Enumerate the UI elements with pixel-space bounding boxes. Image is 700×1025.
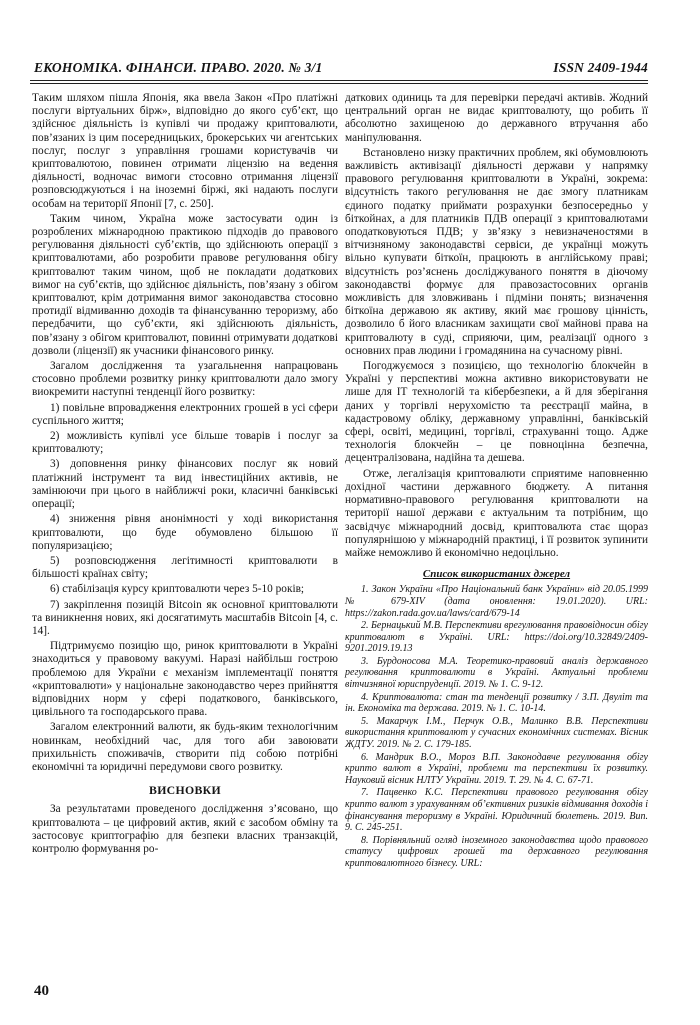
trend-item: 7) закріплення позицій Bitcoin як основної криптовалюти та виникнення нових, які досягатимуть масштабів Bitcoin [4, с. 14]. [32,598,338,637]
right-column [345,92,648,871]
reference-item: 1. Закон України «Про Національний банк України» від 20.05.1999 № 679-XIV (дата оновлення: 19.01.2020). URL: https://zakon.rada.gov.ua/laws/card/679-14 [345,584,648,619]
body-paragraph: Підтримуємо позицію що, ринок криптовалюти в Україні знаходиться у правовому вакуумі. Наразі найбільш гострою проблемою для України є механізм імплементації поняття «криптовалюти» у національне законодавство через прийняття відповідних норм у сфері податкового, банківського, цивільного та господарського права. [32,640,338,719]
reference-item: 4. Криптовалюта: стан та тенденції розвитку / З.П. Двуліт та ін. Економіка та держава. 2019. № 1. С. 10-14. [345,691,648,715]
body-paragraph: Таким шляхом пішла Японія, яка ввела Закон «Про платіжні послуги віртуальних бірж», відповідно до якого суб’єкт, що здійснює діяльність із купівлі чи продажу криптовалюти, пов’язаних із цим посередницьких, брокерських чи агентських послуг, послуг з управління грошами користувачів чи криптовалютою, повинен отримати ліцензію на ведення діяльності, водночас вимоги стосовно отримання ліцензії розповсюджуються і на іноземні біржі, які надають послуги особам на території Японії [7, с. 250]. [32,92,338,210]
reference-item: 2. Бернацький М.В. Перспективи врегулювання правовідносин обігу криптовалют в Україні. URL: https://doi.org/10.32849/2409-9201.2019.19.13 [345,620,648,655]
reference-item: 8. Порівняльний огляд іноземного законодавства щодо правового статусу цифрових грошей та державного регулювання криптовалютного бізнесу. URL: [345,834,648,869]
body-paragraph: даткових одиниць та для перевірки передачі активів. Жодний центральний орган не видає криптовалюту, що робить її абсолютно захищеною до державного втручання або маніпулювання. [345,92,648,144]
body-paragraph: Отже, легалізація криптовалюти сприятиме наповненню дохідної частини державного бюджету. А питання нормативно-правового регулювання криптовалюти на території нашої держави є актуальним та потрібним, що засвідчує міжнародний досвід, криптовалюта стає щораз популярнішою у міжнародній практиці, і її розвиток зупинити майже неможливо й економічно недоцільно. [345,467,648,559]
trend-item: 2) можливість купівлі усе більше товарів і послуг за криптовалюту; [32,430,338,456]
trend-item: 5) розповсюдження легітимності криптовалюти в більшості країнах світу; [32,554,338,581]
page-number: 40 [34,983,49,999]
reference-item: 7. Пацвенко К.С. Перспективи правового регулювання обігу крипто валют з урахуванням об’єктивних ризиків відмивання доходів і фінансування тероризму в Україні. Юридичний бюлетень. 2019. Вип. 9. С. 245-251. [345,787,648,834]
body-paragraph: Загалом електронний валюти, як будь-яким технологічним новинкам, необхідний час, для того аби завоювати прихильність споживачів, створити під собою потрібні економічні та юридичні передумови свого розвитку. [32,721,338,773]
body-paragraph: Погоджуємося з позицією, що технологію блокчейн в Україні у перспективі можна активно використовувати не лише для ІТ технологій та кібербезпеки, а й для зберігання даних у торгівлі нерухомістю та реєстрації майна, в кадастровому обліку, державному управлінні, банківській сфері, освіті, медицині, торгівлі, страхуванні тощо. Адже технологія блокчейн – це повноцінна безпечна, децентралізована, надійна та дешева. [345,360,648,465]
references-heading: Список використаних джерел [422,568,571,581]
reference-item: 3. Бурдоносова М.А. Теоретико-правовий аналіз державного регулювання криптовалюти в Україні. Актуальні проблеми вітчизняної юриспруденції. 2019. № 1. С. 9-12. [345,655,648,691]
reference-item: 5. Макарчук І.М., Перчук О.В., Малинко В.В. Перспективи використання криптовалют у сучасних економічних системах. Вісник ЖДТУ. 2019. № 2. С. 179-185. [345,715,648,751]
trend-item: 3) доповнення ринку фінансових послуг як новий платіжний інструмент та вид інвестиційних активів, не замінюючи при цього в найближчі роки, класичні банківські операції; [32,458,338,511]
trend-item: 4) зниження рівня анонімності у ході використання криптовалюти, що буде обумовлено більшою її популяризацією; [32,513,338,552]
running-header [30,60,648,82]
body-paragraph: Загалом дослідження та узагальнення напрацювань стосовно проблеми розвитку ринку криптовалюти дало змогу виокремити наступні тенденції його розвитку: [32,360,338,399]
trend-item: 6) стабілізація курсу криптовалюти через 5-10 років; [50,583,305,596]
left-column [32,92,338,858]
trend-item: 1) повільне впровадження електронних грошей в усі сфери суспільного життя; [32,401,338,427]
conclusions-paragraph: За результатами проведеного дослідження з’ясовано, що криптовалюта – це цифровий актив, який є засобом обміну та застосовує криптографію для безпеки власних транзакцій, контролю формування ро- [32,803,338,855]
journal-title: ЕКОНОМІКА. ФІНАНСИ. ПРАВО. 2020. № 3/1 [34,60,323,75]
body-paragraph: Встановлено низку практичних проблем, які обумовлюють важливість активізації діяльності держави у напрямку правового регулювання криптовалюти в Україні, зокрема: відсутність такого регулювання не дає змогу платникам єдиного податку приймати розрахунки безпосередньо у біткойнах, а для платників ПДВ операції з криптовалютами оподатковуються ПДВ; у зв’язку з невизначеностями в вітчизняному законодавстві сервіси, де українці можуть вільно купувати біткоїн, працюють в англійському праві; відсутність роз’яснень досліджуваного поняття в діючому законодавстві формує для правозастосовних органів можливість для зловживань і підміни понять; визначення біткоїна державою як активу, який має грошову цінність, дозволило б його власникам захищати свої майнові права на криптовалюту в суді, сприяючи, цим, реалізації одного з основних прав людини і громадянина на сучасному рівні. [345,146,648,357]
body-paragraph: Таким чином, Україна може застосувати один із розроблених міжнародною практикою підходів до правового регулювання діяльності суб’єктів, що здійснюють операції з криптовалютами, або розробити правове регулювання обігу криптовалют таким чином, щоб не покладати додаткових вимог на суб’єктів, що здійснює діяльність, пов’язану з обігом криптовалют, крім дотримання вимог законодавства стосовно протидії відмиванню доходів та фінансуванню тероризму, або передбачити, що суб’єкти, які здійснюють діяльність, пов’язану з обігом криптовалют, повинні отримувати додаткові дозволи (ліцензії) як учасники фінансового ринку. [32,212,338,357]
issn-label: ISSN 2409-1944 [553,60,648,75]
reference-item: 6. Мандрик В.О., Мороз В.П. Законодавче регулювання обігу крипто валют в Україні, проблеми та перспективи їх розвитку. Науковий вісник НЛТУ України. 2019. Т. 29. № 4. С. 67-71. [345,751,648,786]
conclusions-heading: ВИСНОВКИ [149,783,221,798]
header-rule-double [30,83,648,84]
header-rule [30,80,648,81]
